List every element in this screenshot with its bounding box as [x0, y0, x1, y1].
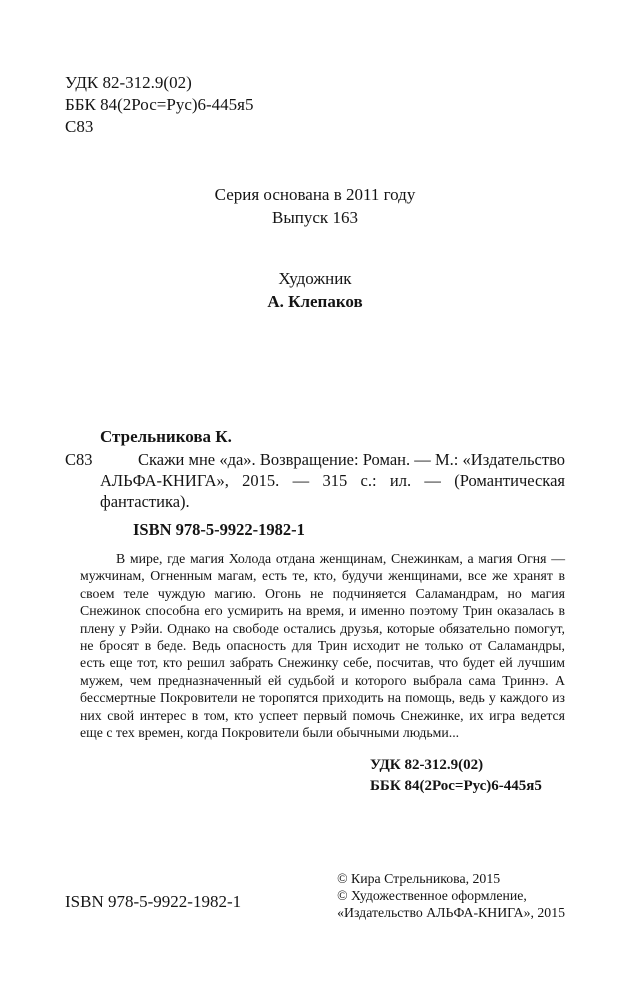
series-note	[65, 183, 565, 229]
series-founded-line: Серия основана в 2011 году	[214, 185, 416, 204]
copyright-block	[337, 871, 565, 921]
author-heading: Стрельникова К.	[100, 427, 232, 446]
footer-isbn: ISBN 978-5-9922-1982-1	[65, 892, 242, 912]
udk-line: УДК 82-312.9(02)	[65, 73, 192, 92]
catalog-description: Скажи мне «да». Возвращение: Роман. — М.: «Издательство АЛЬФА-КНИГА», 2015. — 315 с.: ил. — (Романтическая фантастика).	[100, 450, 565, 511]
copyright-line-author: © Кира Стрельникова, 2015	[337, 871, 501, 886]
bbk-line: ББК 84(2Рос=Рус)6-445я5	[65, 95, 254, 114]
catalog-entry	[65, 449, 565, 512]
catalog-code: С83	[65, 450, 93, 469]
footer-udk-line: УДК 82-312.9(02)	[370, 757, 484, 774]
artist-name: А. Клепаков	[267, 292, 363, 311]
classification-code-line: С83	[65, 117, 94, 136]
artist-block	[65, 267, 565, 313]
copyright-line-design: © Художественное оформление,	[337, 887, 527, 903]
copyright-line-publisher: «Издательство АЛЬФА-КНИГА», 2015	[337, 904, 565, 920]
footer-codes	[370, 755, 565, 797]
footer-bbk-line: ББК 84(2Рос=Рус)6-445я5	[370, 778, 542, 795]
series-issue-line: Выпуск 163	[272, 208, 358, 227]
artist-label: Художник	[278, 269, 352, 288]
isbn-heading: ISBN 978-5-9922-1982-1	[133, 520, 305, 539]
annotation-paragraph: В мире, где магия Холода отдана женщинам, Снежинкам, а магия Огня — мужчинам, Огненным магам, есть те, кто, будучи женщинами, все же хранят в своем теле чуждую магию. Огонь не подчиняется Саламандрам, но магия Снежинок способна его усмирить на время, и именно поэтому Трин оказалась в плену у Рэйи. Однако на свободе остались друзья, которые обязательно помогут, не бросят в беде. Ведь опасность для Трин исходит не только от Саламандры, есть еще тот, кто решил забрать Снежинку себе, посчитав, что будет ей лучшим мужем, чем предназначенный ей судьбой и которого выбрала сама Триннэ. А бессмертные Покровители не торопятся приходить на помощь, ведь у каждого из них свой интерес в том, кто успеет первый помочь Снежинке, их игра ведется еще с тех времен, когда Покровители были обычными людьми...	[80, 551, 565, 741]
header-codes	[65, 72, 565, 138]
page-footer	[65, 871, 565, 921]
